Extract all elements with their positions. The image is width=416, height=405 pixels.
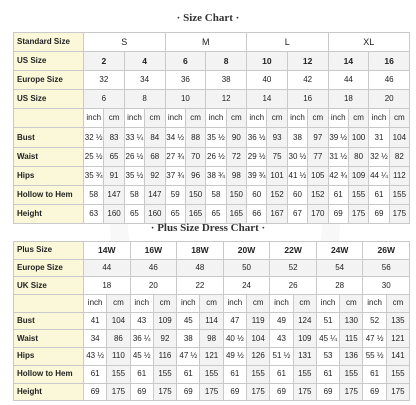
unit-cell: cm: [247, 295, 270, 313]
measurement-cell: 43 ½: [84, 348, 107, 366]
size-cell: 46: [130, 259, 177, 277]
plus-size-row: [14, 277, 410, 295]
size-cell: 16W: [130, 242, 177, 260]
measurement-cell: 32 ½: [369, 147, 389, 166]
measurement-cell: 34 ½: [165, 128, 185, 147]
size-cell: 24: [223, 277, 270, 295]
size-cell: 24W: [316, 242, 363, 260]
measurement-cell: 116: [153, 348, 176, 366]
measurement-cell: 27 ¾: [165, 147, 185, 166]
measurement-cell: 155: [389, 185, 409, 204]
size-cell: 20W: [223, 242, 270, 260]
row-label: Europe Size: [14, 71, 84, 90]
measurement-cell: 126: [247, 348, 270, 366]
measurement-cell: 61: [328, 185, 348, 204]
measurement-cell: 47 ½: [177, 348, 200, 366]
measurement-cell: 92: [145, 166, 165, 185]
plus-size-row: [14, 259, 410, 277]
measurement-cell: 45 ½: [130, 348, 153, 366]
unit-cell: inch: [328, 109, 348, 128]
measurement-cell: 72: [226, 147, 246, 166]
measurement-cell: 155: [386, 365, 409, 383]
measurement-cell: 69: [223, 383, 246, 401]
units-row: [14, 109, 410, 128]
measurement-cell: 39 ½: [328, 128, 348, 147]
measurement-cell: 35 ½: [206, 128, 226, 147]
size-cell: 32: [84, 71, 125, 90]
measurement-cell: 61: [177, 365, 200, 383]
unit-cell: cm: [348, 109, 368, 128]
measurement-cell: 45: [177, 312, 200, 330]
measurement-cell: 59: [165, 185, 185, 204]
size-cell: 16: [287, 90, 328, 109]
size-cell: 4: [124, 52, 165, 71]
measurement-cell: 165: [185, 204, 205, 223]
measurement-cell: 160: [145, 204, 165, 223]
measurement-cell: 75: [267, 147, 287, 166]
measurement-cell: 43: [270, 330, 293, 348]
measurement-cell: 31 ½: [328, 147, 348, 166]
unit-cell: cm: [308, 109, 328, 128]
size-cell: 44: [328, 71, 369, 90]
standard-size-cell: M: [165, 33, 247, 52]
size-cell: 38: [206, 71, 247, 90]
measurement-cell: 29 ½: [247, 147, 267, 166]
unit-cell: inch: [270, 295, 293, 313]
unit-cell: inch: [363, 295, 386, 313]
measurement-cell: 36 ½: [247, 128, 267, 147]
measurement-cell: 121: [386, 330, 409, 348]
measurement-cell: 58: [206, 185, 226, 204]
measurement-cell: 61: [270, 365, 293, 383]
size-cell: 44: [84, 259, 131, 277]
measurement-cell: 152: [267, 185, 287, 204]
size-cell: 42: [287, 71, 328, 90]
measurement-cell: 160: [104, 204, 124, 223]
measurement-cell: 39 ¾: [247, 166, 267, 185]
size-cell: 34: [124, 71, 165, 90]
unit-cell: inch: [84, 109, 104, 128]
measurement-cell: 30 ½: [287, 147, 307, 166]
unit-cell: cm: [185, 109, 205, 128]
measurement-cell: 175: [247, 383, 270, 401]
measurement-cell: 130: [340, 312, 363, 330]
row-label: Waist: [14, 147, 84, 166]
measurement-cell: 84: [145, 128, 165, 147]
measurement-row: [14, 147, 410, 166]
unit-cell: inch: [84, 295, 107, 313]
measurement-cell: 51: [316, 312, 339, 330]
measurement-cell: 55 ½: [363, 348, 386, 366]
measurement-cell: 77: [308, 147, 328, 166]
measurement-cell: 155: [247, 365, 270, 383]
measurement-cell: 100: [348, 128, 368, 147]
measurement-cell: 109: [153, 312, 176, 330]
row-label: Height: [14, 204, 84, 223]
measurement-cell: 69: [270, 383, 293, 401]
unit-cell: cm: [389, 109, 409, 128]
measurement-row: [14, 312, 410, 330]
measurement-cell: 41: [84, 312, 107, 330]
measurement-cell: 31: [369, 128, 389, 147]
measurement-cell: 88: [185, 128, 205, 147]
size-cell: 54: [316, 259, 363, 277]
unit-cell: inch: [177, 295, 200, 313]
measurement-cell: 152: [308, 185, 328, 204]
measurement-cell: 63: [84, 204, 104, 223]
size-cell: 40: [247, 71, 288, 90]
size-cell: 18: [84, 277, 131, 295]
measurement-cell: 175: [107, 383, 130, 401]
unit-cell: cm: [107, 295, 130, 313]
size-cell: 18: [328, 90, 369, 109]
measurement-cell: 135: [386, 312, 409, 330]
size-cell: 10: [247, 52, 288, 71]
measurement-cell: 65: [124, 204, 144, 223]
measurement-cell: 36 ¼: [130, 330, 153, 348]
measurement-cell: 61: [363, 365, 386, 383]
measurement-cell: 42 ¾: [328, 166, 348, 185]
measurement-cell: 110: [107, 348, 130, 366]
measurement-cell: 51 ½: [270, 348, 293, 366]
measurement-cell: 141: [386, 348, 409, 366]
size-cell: 48: [177, 259, 224, 277]
measurement-cell: 69: [369, 204, 389, 223]
measurement-cell: 96: [185, 166, 205, 185]
measurement-cell: 40 ½: [223, 330, 246, 348]
measurement-cell: 104: [107, 312, 130, 330]
measurement-cell: 167: [267, 204, 287, 223]
size-cell: 56: [363, 259, 410, 277]
measurement-cell: 26 ½: [206, 147, 226, 166]
row-label: Europe Size: [14, 259, 84, 277]
measurement-cell: 53: [316, 348, 339, 366]
size-cell: 30: [363, 277, 410, 295]
measurement-cell: 91: [104, 166, 124, 185]
measurement-cell: 65: [206, 204, 226, 223]
measurement-cell: 165: [226, 204, 246, 223]
size-cell: 50: [223, 259, 270, 277]
measurement-cell: 69: [328, 204, 348, 223]
unit-cell: cm: [200, 295, 223, 313]
measurement-row: [14, 330, 410, 348]
measurement-cell: 61: [316, 365, 339, 383]
row-label: Hips: [14, 348, 84, 366]
measurement-cell: 49 ½: [223, 348, 246, 366]
unit-cell: inch: [287, 109, 307, 128]
measurement-cell: 69: [177, 383, 200, 401]
measurement-cell: 175: [340, 383, 363, 401]
size-cell: 28: [316, 277, 363, 295]
unit-cell: cm: [386, 295, 409, 313]
measurement-cell: 37 ¾: [165, 166, 185, 185]
size-chart-table: [13, 32, 410, 224]
unit-cell: inch: [369, 109, 389, 128]
size-cell: 18W: [177, 242, 224, 260]
measurement-cell: 68: [145, 147, 165, 166]
unit-cell: inch: [223, 295, 246, 313]
measurement-row: [14, 365, 410, 383]
measurement-cell: 90: [226, 128, 246, 147]
row-label: Bust: [14, 312, 84, 330]
unit-cell: cm: [293, 295, 316, 313]
measurement-cell: 38: [177, 330, 200, 348]
measurement-cell: 58: [124, 185, 144, 204]
size-row: [14, 52, 410, 71]
plus-size-row: [14, 242, 410, 260]
measurement-cell: 34: [84, 330, 107, 348]
size-cell: 16: [369, 52, 410, 71]
size-cell: 10: [165, 90, 206, 109]
measurement-cell: 44 ¼: [369, 166, 389, 185]
measurement-cell: 98: [200, 330, 223, 348]
measurement-cell: 155: [340, 365, 363, 383]
measurement-cell: 69: [316, 383, 339, 401]
measurement-cell: 147: [145, 185, 165, 204]
measurement-cell: 155: [200, 365, 223, 383]
measurement-cell: 175: [200, 383, 223, 401]
measurement-cell: 70: [185, 147, 205, 166]
measurement-cell: 147: [104, 185, 124, 204]
measurement-cell: 155: [153, 365, 176, 383]
measurement-cell: 83: [104, 128, 124, 147]
measurement-cell: 97: [308, 128, 328, 147]
standard-size-cell: XL: [328, 33, 410, 52]
measurement-row: [14, 166, 410, 185]
measurement-cell: 114: [200, 312, 223, 330]
size-row: [14, 71, 410, 90]
measurement-row: [14, 204, 410, 223]
unit-cell: cm: [145, 109, 165, 128]
measurement-cell: 119: [247, 312, 270, 330]
size-cell: 14W: [84, 242, 131, 260]
measurement-cell: 82: [389, 147, 409, 166]
measurement-cell: 45 ¼: [316, 330, 339, 348]
unit-cell: inch: [206, 109, 226, 128]
size-cell: 52: [270, 259, 317, 277]
measurement-cell: 175: [386, 383, 409, 401]
unit-cell: inch: [130, 295, 153, 313]
size-chart-title: · Size Chart ·: [176, 12, 240, 24]
size-cell: 2: [84, 52, 125, 71]
size-cell: 36: [165, 71, 206, 90]
size-cell: 22: [177, 277, 224, 295]
measurement-cell: 69: [363, 383, 386, 401]
measurement-cell: 32 ½: [84, 128, 104, 147]
row-label: Hollow to Hem: [14, 185, 84, 204]
measurement-cell: 80: [348, 147, 368, 166]
measurement-cell: 35 ¾: [84, 166, 104, 185]
row-label: US Size: [14, 52, 84, 71]
measurement-cell: 47 ½: [363, 330, 386, 348]
standard-size-cell: S: [84, 33, 166, 52]
unit-cell: cm: [226, 109, 246, 128]
size-cell: 8: [124, 90, 165, 109]
measurement-cell: 47: [223, 312, 246, 330]
measurement-cell: 155: [293, 365, 316, 383]
measurement-cell: 60: [247, 185, 267, 204]
measurement-row: [14, 383, 410, 401]
measurement-cell: 52: [363, 312, 386, 330]
measurement-cell: 69: [84, 383, 107, 401]
unit-cell: inch: [316, 295, 339, 313]
measurement-cell: 175: [153, 383, 176, 401]
measurement-cell: 60: [287, 185, 307, 204]
measurement-cell: 61: [369, 185, 389, 204]
measurement-cell: 43: [130, 312, 153, 330]
measurement-cell: 69: [130, 383, 153, 401]
row-label: Bust: [14, 128, 84, 147]
measurement-cell: 104: [389, 128, 409, 147]
measurement-cell: 175: [293, 383, 316, 401]
measurement-cell: 124: [293, 312, 316, 330]
measurement-cell: 38 ¾: [206, 166, 226, 185]
measurement-cell: 109: [293, 330, 316, 348]
unit-cell: cm: [267, 109, 287, 128]
size-cell: 6: [84, 90, 125, 109]
measurement-cell: 150: [185, 185, 205, 204]
measurement-cell: 25 ½: [84, 147, 104, 166]
measurement-cell: 92: [153, 330, 176, 348]
measurement-cell: 155: [348, 185, 368, 204]
measurement-cell: 65: [104, 147, 124, 166]
row-label: Height: [14, 383, 84, 401]
measurement-cell: 155: [107, 365, 130, 383]
measurement-cell: 175: [389, 204, 409, 223]
measurement-cell: 150: [226, 185, 246, 204]
size-cell: 22W: [270, 242, 317, 260]
size-row: [14, 90, 410, 109]
measurement-cell: 33 ¼: [124, 128, 144, 147]
measurement-cell: 67: [287, 204, 307, 223]
size-cell: 20: [130, 277, 177, 295]
unit-cell: cm: [104, 109, 124, 128]
measurement-cell: 112: [389, 166, 409, 185]
measurement-cell: 105: [308, 166, 328, 185]
blank-cell: [14, 295, 84, 313]
measurement-cell: 170: [308, 204, 328, 223]
size-cell: 12: [206, 90, 247, 109]
measurement-cell: 65: [165, 204, 185, 223]
size-cell: 8: [206, 52, 247, 71]
measurement-cell: 115: [340, 330, 363, 348]
units-row: [14, 295, 410, 313]
size-cell: 20: [369, 90, 410, 109]
measurement-cell: 38: [287, 128, 307, 147]
row-label: US Size: [14, 90, 84, 109]
unit-cell: inch: [165, 109, 185, 128]
plus-size-chart-title: · Plus Size Dress Chart ·: [150, 222, 266, 234]
row-label: UK Size: [14, 277, 84, 295]
standard-size-cell: L: [247, 33, 329, 52]
measurement-row: [14, 185, 410, 204]
plus-size-chart-table: [13, 241, 410, 401]
measurement-cell: 98: [226, 166, 246, 185]
row-label: Waist: [14, 330, 84, 348]
row-label: Hollow to Hem: [14, 365, 84, 383]
size-cell: 14: [328, 52, 369, 71]
measurement-cell: 61: [223, 365, 246, 383]
unit-cell: inch: [247, 109, 267, 128]
size-cell: 14: [247, 90, 288, 109]
measurement-cell: 136: [340, 348, 363, 366]
size-cell: 26: [270, 277, 317, 295]
measurement-cell: 61: [84, 365, 107, 383]
measurement-row: [14, 348, 410, 366]
measurement-cell: 109: [348, 166, 368, 185]
unit-cell: cm: [340, 295, 363, 313]
measurement-cell: 131: [293, 348, 316, 366]
measurement-cell: 41 ½: [287, 166, 307, 185]
measurement-cell: 61: [130, 365, 153, 383]
measurement-cell: 93: [267, 128, 287, 147]
measurement-cell: 101: [267, 166, 287, 185]
unit-cell: inch: [124, 109, 144, 128]
row-label: Plus Size: [14, 242, 84, 260]
measurement-cell: 175: [348, 204, 368, 223]
measurement-cell: 26 ½: [124, 147, 144, 166]
measurement-row: [14, 128, 410, 147]
measurement-cell: 66: [247, 204, 267, 223]
measurement-cell: 35 ½: [124, 166, 144, 185]
measurement-cell: 58: [84, 185, 104, 204]
measurement-cell: 104: [247, 330, 270, 348]
size-cell: 26W: [363, 242, 410, 260]
unit-cell: cm: [153, 295, 176, 313]
size-cell: 46: [369, 71, 410, 90]
measurement-cell: 49: [270, 312, 293, 330]
size-cell: 6: [165, 52, 206, 71]
row-label: Standard Size: [14, 33, 84, 52]
size-cell: 12: [287, 52, 328, 71]
standard-size-row: [14, 33, 410, 52]
measurement-cell: 86: [107, 330, 130, 348]
row-label: Hips: [14, 166, 84, 185]
blank-cell: [14, 109, 84, 128]
measurement-cell: 121: [200, 348, 223, 366]
